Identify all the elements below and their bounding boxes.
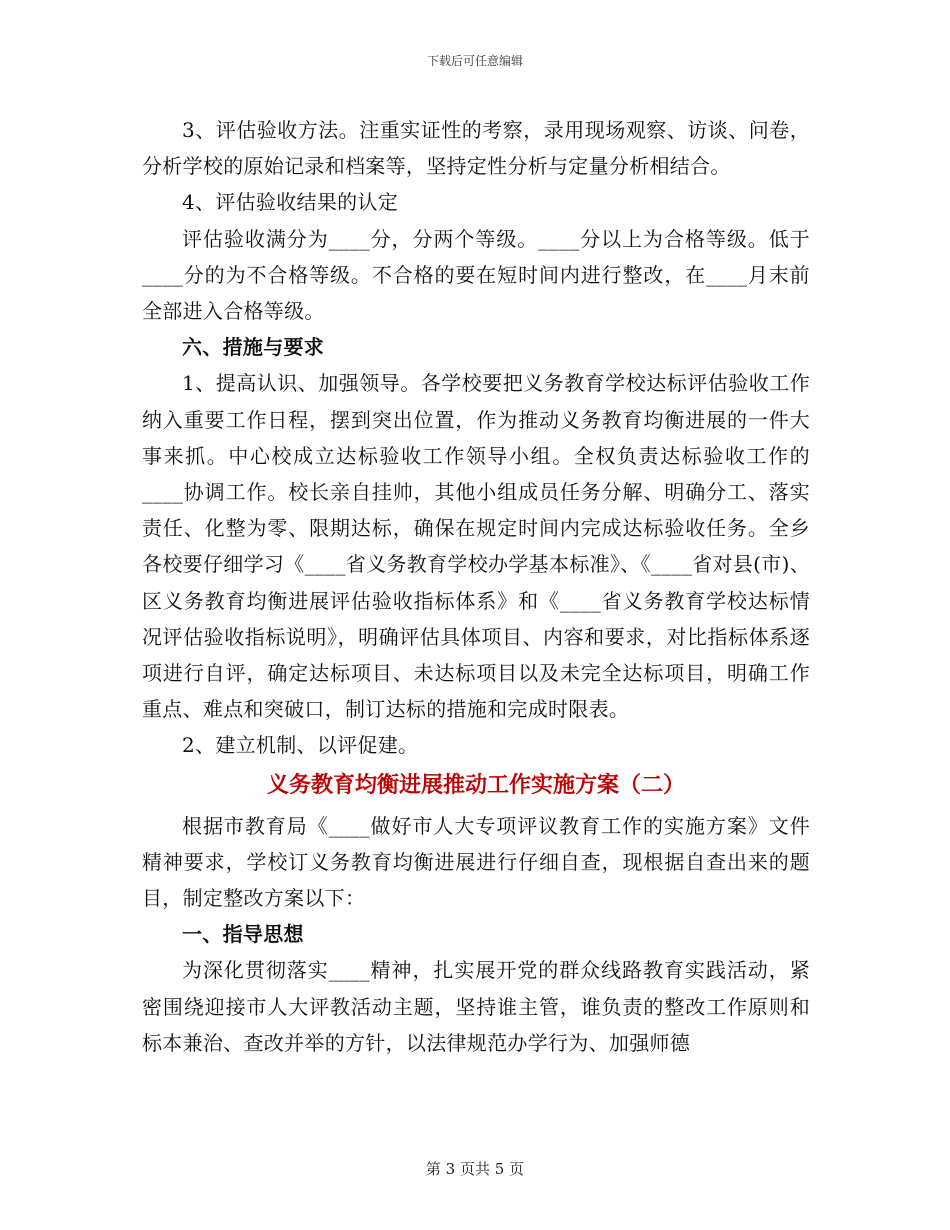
section-heading-measures: 六、措施与要求 [182, 335, 325, 360]
document-body [142, 112, 810, 1061]
paragraph-result-criteria: 评估验收满分为____分，分两个等级。____分以上为合格等级。低于____分的为不合格等级。不合格的要在短时间内进行整改，在____月末前全部进入合格等级。 [142, 226, 810, 324]
paragraph-result-heading: 4、评估验收结果的认定 [182, 190, 399, 215]
section-heading-guiding-ideology: 一、指导思想 [182, 922, 304, 947]
paragraph-mechanism: 2、建立机制、以评促建。 [182, 733, 419, 758]
paragraph-leadership: 1、提高认识、加强领导。各学校要把义务教育学校达标评估验收工作纳入重要工作日程，摆到突出位置，作为推动义务教育均衡进展的一件大事来抓。中心校成立达标验收工作领导小组。全权负责达标验收工作的____协调工作。校长亲自挂帅，其他小组成员任务分解、明确分工、落实责任、化整为零、限期达标，确保在规定时间内完成达标验收任务。全乡各校要仔细学习《____省义务教育学校办学基本标准》、《____省对县(市)、区义务教育均衡进展评估验收指标体系》和《____省义务教育学校达标情况评估验收指标说明》，明确评估具体项目、内容和要求，对比指标体系逐项进行自评，确定达标项目、未达标项目以及未完全达标项目，明确工作重点、难点和突破口，制订达标的措施和完成时限表。 [142, 371, 810, 722]
document-title: 义务教育均衡进展推动工作实施方案（二） [266, 772, 685, 798]
page-footer: 第 3 页共 5 页 [425, 1160, 525, 1178]
paragraph-intro: 根据市教育局《____做好市人大专项评议教育工作的实施方案》文件精神要求，学校订义务教育均衡进展进行仔细自查，现根据自查出来的题目，制定整改方案以下： [142, 813, 810, 911]
paragraph-evaluation-method: 3、评估验收方法。注重实证性的考察，录用现场观察、访谈、问卷，分析学校的原始记录和档案等，坚持定性分析与定量分析相结合。 [142, 118, 810, 179]
paragraph-guiding-ideology: 为深化贯彻落实____精神，扎实展开党的群众线路教育实践活动，紧密围绕迎接市人大评教活动主题，坚持谁主管，谁负责的整改工作原则和标本兼治、查改并举的方针，以法律规范办学行为、加强师德 [142, 958, 810, 1055]
page-header: 下载后可任意编辑 [426, 54, 523, 68]
